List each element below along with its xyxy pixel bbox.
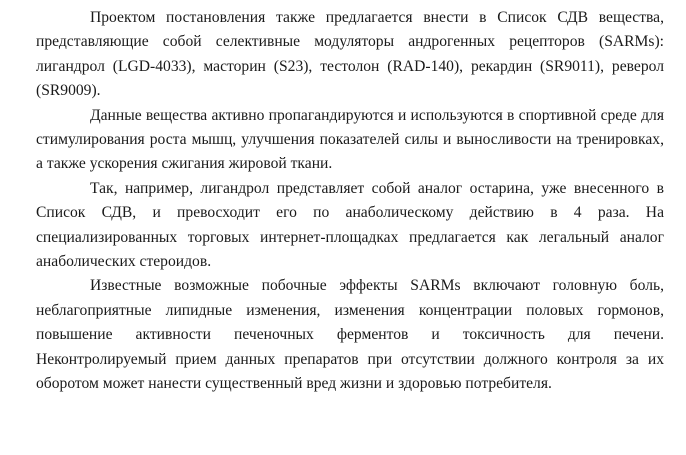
paragraph-ligandrol: Так, например, лигандрол представляет собой аналог остарина, уже внесенного в Список СДВ, и превосходит его по анаболическому действию в 4 раза. На специализированных торговых интернет-площадках предлагается как легальный аналог анаболических стероидов. bbox=[36, 179, 664, 271]
paragraph-sports-use: Данные вещества активно пропагандируются и используются в спортивной среде для стимулирования роста мышц, улучшения показателей силы и выносливости на тренировках, а также ускорения сжигания жировой ткани. bbox=[36, 106, 664, 173]
paragraph-sarms-list: Проектом постановления также предлагается внести в Список СДВ вещества, представляющие собой селективные модуляторы андрогенных рецепторов (SARMs): лигандрол (LGD-4033), масторин (S23), тестолон (RAD-140), рекардин (SR9011), реверол (SR9009). bbox=[36, 9, 664, 100]
paragraph-side-effects: Известные возможные побочные эффекты SARMs включают головную боль, неблагоприятные липидные изменения, изменения концентрации половых гормонов, повышение активности печеночных ферментов и токсичность для печени. Неконтролируемый прием данных препаратов при отсутствии должного контроля за их оборотом может нанести существенный вред жизни и здоровью потребителя. bbox=[36, 277, 664, 393]
